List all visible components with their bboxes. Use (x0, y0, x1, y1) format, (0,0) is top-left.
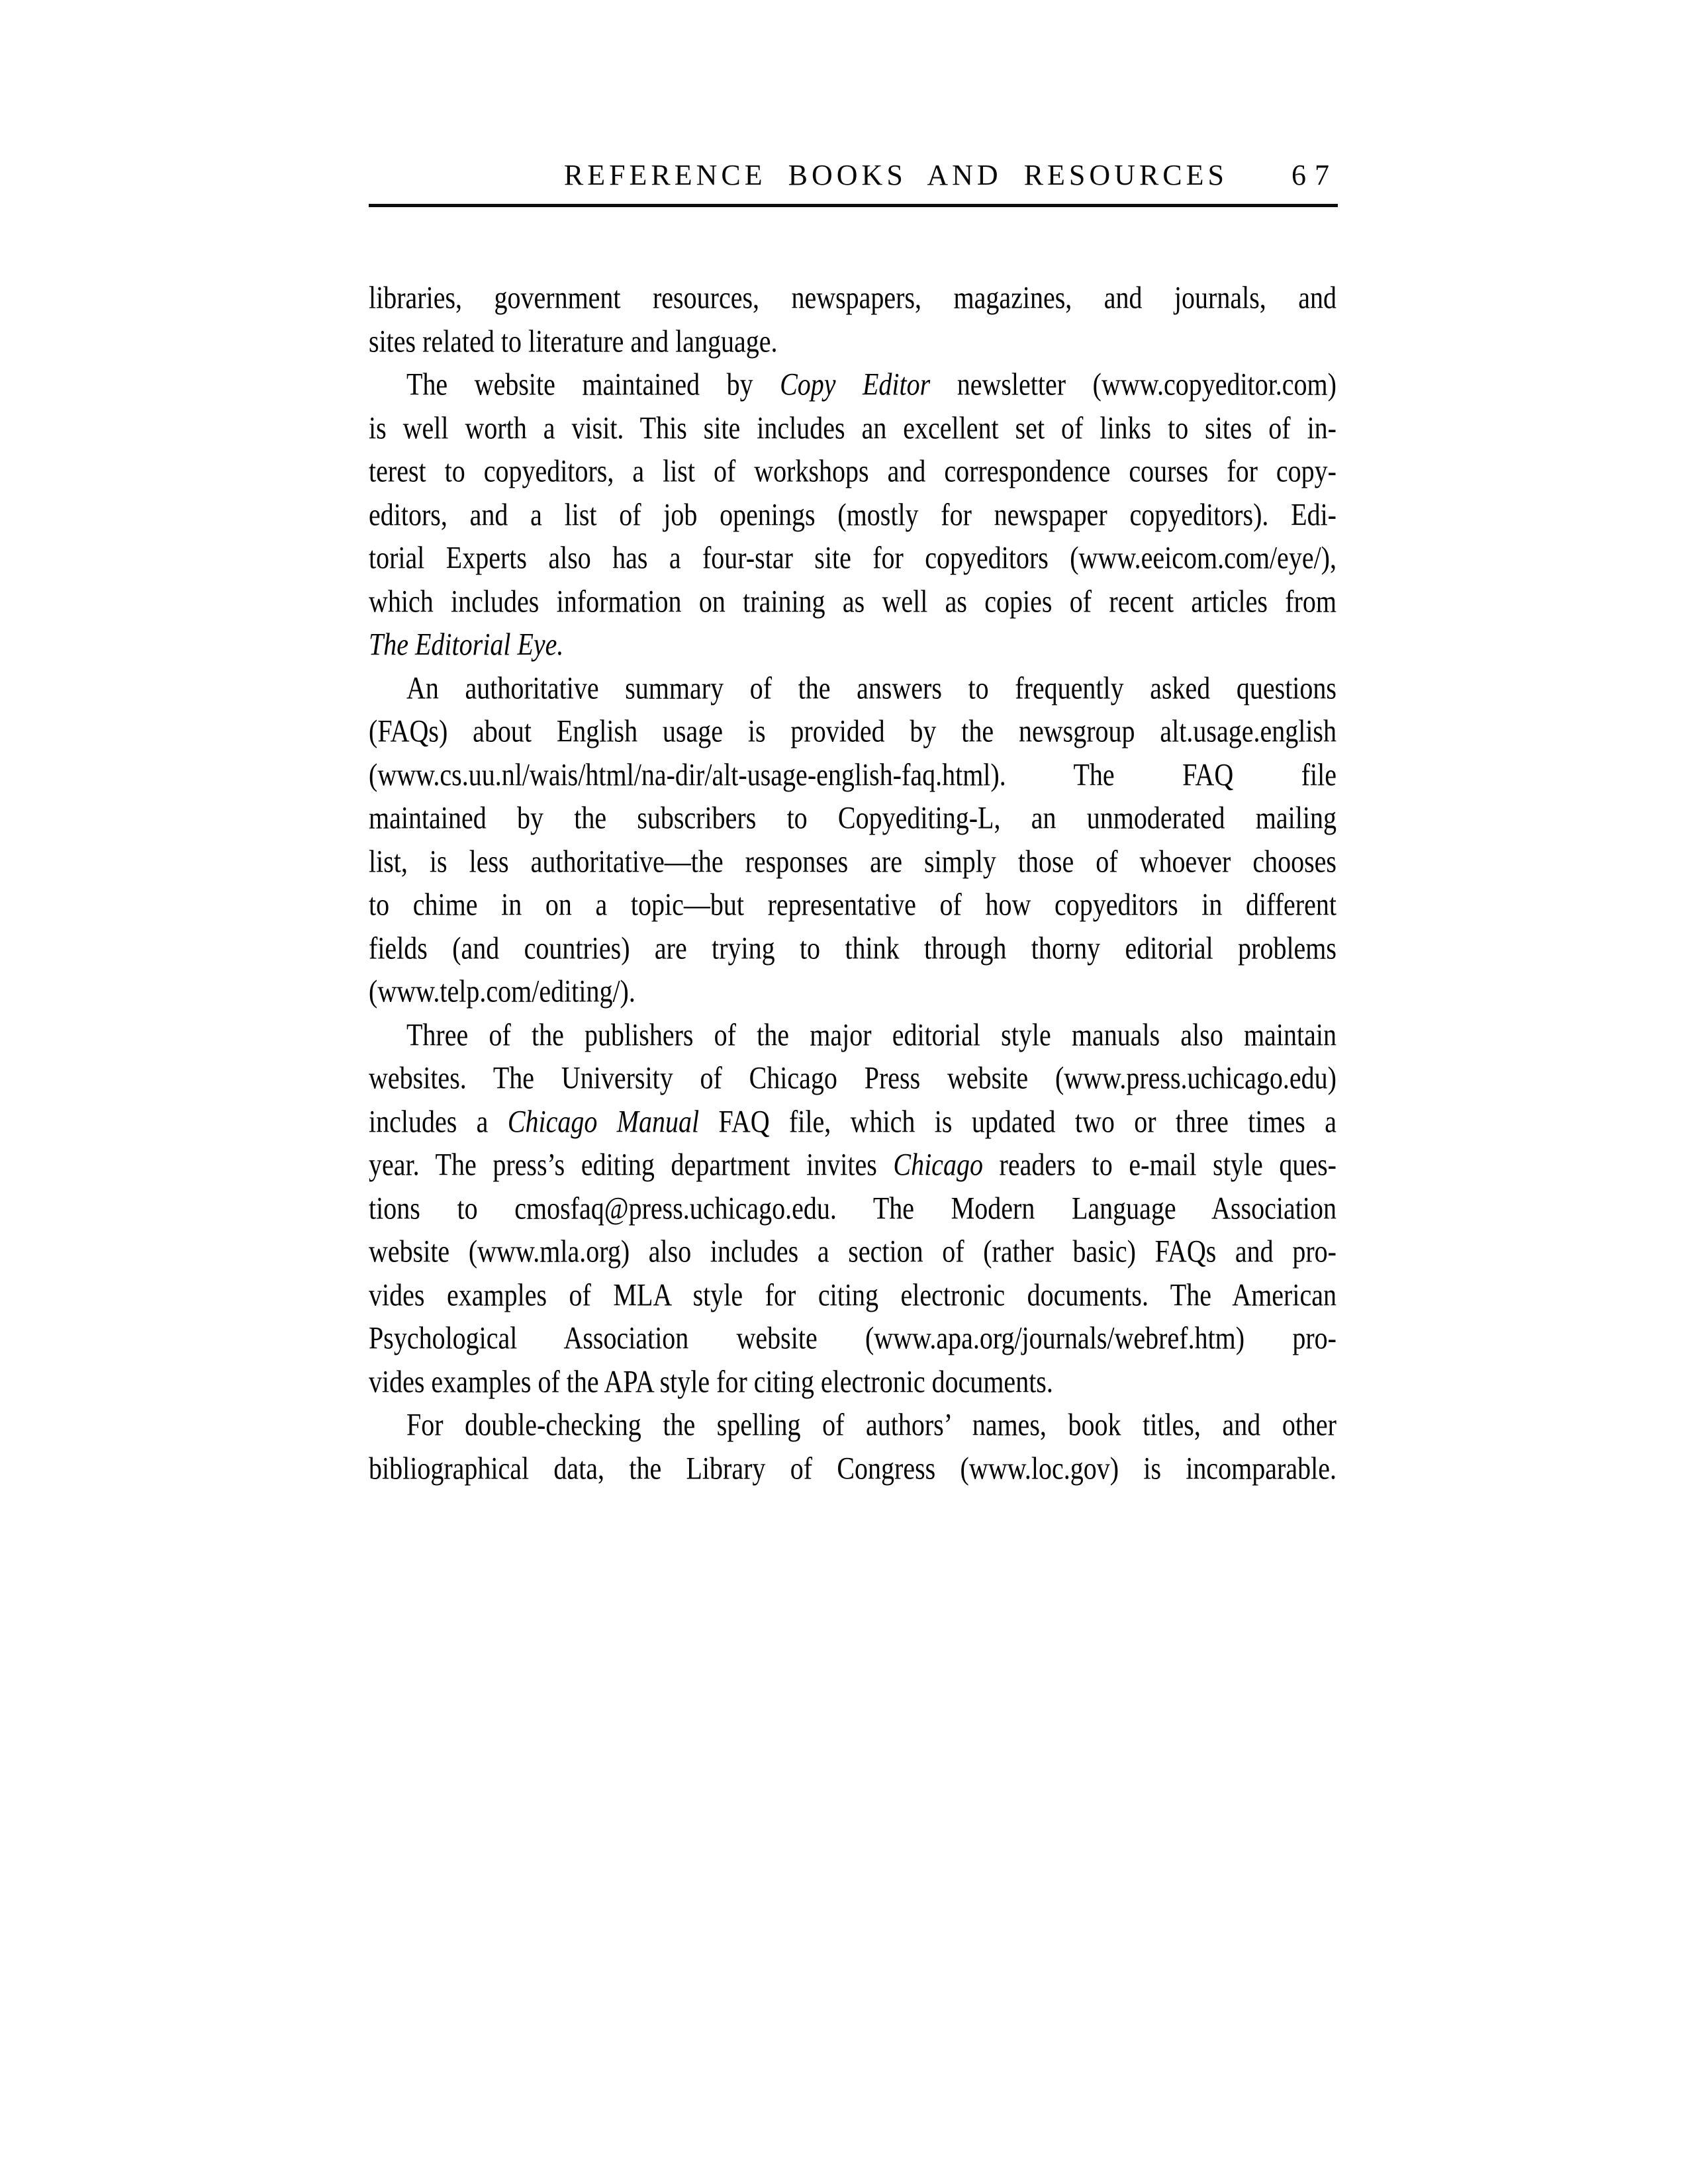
text-run: (www.cs.uu.nl/wais/html/na-dir/alt-usage-english-faq.html). The FAQ file (369, 756, 1336, 792)
text-run: Three of the publishers of the major editorial style manuals also maintain (406, 1017, 1336, 1052)
text-line (369, 1443, 1336, 1494)
italic-text-run: Copy Editor (780, 366, 931, 402)
text-run: For double-checking the spelling of authors’ names, book titles, and other (406, 1406, 1336, 1443)
text-run: tions to cmosfaq@press.uchicago.edu. The Modern Language Association (369, 1190, 1336, 1226)
text-run: websites. The University of Chicago Press website (www.press.uchicago.edu) (369, 1060, 1336, 1096)
text-run: which includes information on training as well as copies of recent articles from (369, 583, 1336, 619)
text-run: is well worth a visit. This site includes an excellent set of links to sites of in- (369, 410, 1336, 445)
header-rule (369, 204, 1338, 207)
body-text (369, 276, 1336, 1490)
text-run: includes a (369, 1103, 508, 1139)
text-run: libraries, government resources, newspapers, magazines, and journals, and (369, 279, 1336, 316)
text-run: list, is less authoritative—the responses are simply those of whoever chooses (369, 843, 1336, 879)
italic-text-run: The Editorial Eye. (369, 626, 564, 662)
text-run: The website maintained by (406, 366, 780, 402)
text-run: year. The press’s editing department invites (369, 1146, 894, 1183)
running-head-title: REFERENCE BOOKS AND RESOURCES (563, 159, 1228, 191)
text-run: bibliographical data, the Library of Congress (www.loc.gov) is incomparable. (369, 1450, 1336, 1486)
text-run: (www.telp.com/editing/). (369, 973, 635, 1009)
text-run: (FAQs) about English usage is provided by the newsgroup alt.usage.english (369, 713, 1336, 749)
text-run: readers to e-mail style ques- (982, 1146, 1336, 1183)
italic-text-run: Chicago (893, 1146, 983, 1183)
text-run: newsletter (www.copyeditor.com) (930, 366, 1336, 402)
text-run: FAQ file, which is updated two or three times a (699, 1103, 1336, 1139)
text-run: sites related to literature and language. (369, 323, 778, 359)
text-run: An authoritative summary of the answers to frequently asked questions (406, 670, 1336, 705)
text-run: editors, and a list of job openings (mostly for newspaper copyeditors). Edi- (369, 496, 1336, 532)
italic-text-run: Chicago Manual (507, 1103, 700, 1139)
text-run: terest to copyeditors, a list of workshops and correspondence courses for copy- (369, 453, 1336, 489)
text-run: fields (and countries) are trying to think through thorny editorial problems (369, 930, 1336, 966)
text-run: vides examples of MLA style for citing electronic documents. The American (369, 1277, 1336, 1312)
text-run: vides examples of the APA style for citing electronic documents. (369, 1363, 1053, 1399)
running-head (369, 161, 1338, 190)
text-run: torial Experts also has a four-star site for copyeditors (www.eeicom.com/eye/), (369, 539, 1336, 576)
text-run: website (www.mla.org) also includes a section of (rather basic) FAQs and pro- (369, 1233, 1336, 1269)
text-run: maintained by the subscribers to Copyediting-L, an unmoderated mailing (369, 799, 1336, 836)
text-run: to chime in on a topic—but representative of how copyeditors in different (369, 886, 1336, 923)
text-run: Psychological Association website (www.apa.org/journals/webref.htm) pro- (369, 1320, 1336, 1356)
page-number: 67 (1291, 159, 1338, 191)
